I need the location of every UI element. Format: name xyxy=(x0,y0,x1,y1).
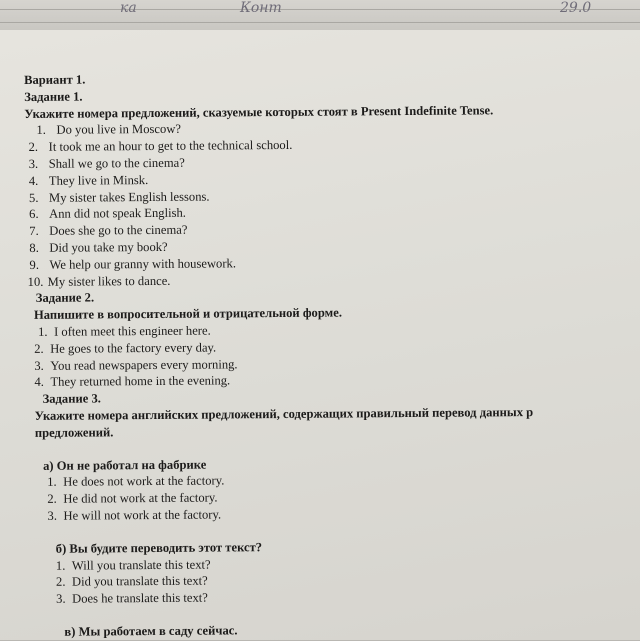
list-item: 2. Did you translate this text? xyxy=(55,573,208,590)
task2-instruction: Напишите в вопросительной и отрицательной форме. xyxy=(33,305,343,323)
task1-title: Задание 1. xyxy=(24,89,83,104)
list-item: 4. They live in Minsk. xyxy=(28,172,149,188)
list-item: 2. It took me an hour to get to the technical school. xyxy=(28,138,293,155)
variant-title: Вариант 1. xyxy=(24,72,86,87)
task3-title: Задание 3. xyxy=(42,391,101,407)
task1-list xyxy=(24,117,640,290)
task1-instruction: Укажите номера предложений, сказуемые которых стоят в Present Indefinite Tense. xyxy=(24,102,494,121)
task3-instruction-cont: предложений. xyxy=(34,425,114,440)
worksheet-text xyxy=(24,67,640,641)
list-item: 3. He will not work at the factory. xyxy=(47,507,222,523)
list-item: 10. My sister likes to dance. xyxy=(27,273,171,289)
task3-group-a-heading: а) Он не работал на фабрике xyxy=(43,457,207,473)
handwriting-right: 29.0 xyxy=(560,0,592,16)
list-item: 2. He goes to the factory every day. xyxy=(34,340,217,356)
list-item: 9. We help our granny with housework. xyxy=(29,256,237,272)
list-item: 8. Did you take my book? xyxy=(29,239,168,255)
list-item: 4. They returned home in the evening. xyxy=(34,373,231,390)
task2-list xyxy=(26,319,640,391)
handwriting-left: ка xyxy=(120,0,137,16)
underlying-sheet xyxy=(0,0,640,30)
list-item: 3. Does he translate this text? xyxy=(56,590,208,606)
list-item: 1. I often meet this engineer here. xyxy=(37,323,211,339)
list-item: 1. Will you translate this text? xyxy=(55,557,211,573)
task3-group-b-options xyxy=(28,552,640,607)
task2-title: Задание 2. xyxy=(35,290,95,306)
task3-group-c-heading: в) Мы работаем в саду сейчас. xyxy=(64,623,238,639)
list-item: 1. Do you live in Moscow? xyxy=(36,122,182,138)
list-item: 3. You read newspapers every morning. xyxy=(34,356,238,373)
list-item: 5. My sister takes English lessons. xyxy=(28,189,210,205)
task3-instruction: Укажите номера английских предложений, содержащих правильный перевод данных р xyxy=(34,404,534,423)
list-item: 2. He did not work at the factory. xyxy=(47,490,218,506)
list-item: 6. Ann did not speak English. xyxy=(29,206,186,222)
list-item: 7. Does she go to the cinema? xyxy=(29,222,188,239)
list-item: 3. Shall we go to the cinema? xyxy=(28,155,185,171)
handwriting-mid: Конт xyxy=(240,0,282,16)
ruled-line xyxy=(0,9,640,10)
ruled-line xyxy=(0,22,640,23)
task3-group-a-options xyxy=(27,469,640,524)
list-item: 1. He does not work at the factory. xyxy=(47,473,225,490)
task3-group-b-heading: б) Вы будите переводить этот текст? xyxy=(55,539,263,556)
